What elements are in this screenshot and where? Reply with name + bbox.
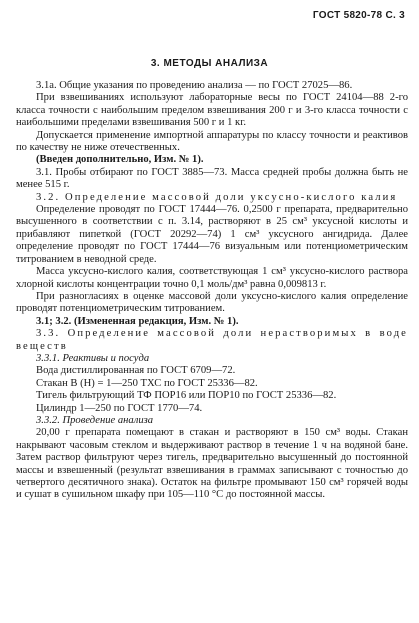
paragraph-mass-equivalent: Масса уксусно-кислого калия, соответствующая 1 см³ уксусно-кислого раствора хлорной кислоты концентрации точно 0,1 моль/дм³ равна 0,009813 г.	[16, 266, 408, 290]
amendment-note-2: 3.1; 3.2. (Измененная редакция, Изм. № 1).	[36, 315, 239, 327]
page-header: ГОСТ 5820-78 С. 3	[312, 10, 405, 21]
item-beaker: Стакан В (Н) = 1—250 ТХС по ГОСТ 25336—82.	[36, 377, 258, 389]
heading-3-3-1: 3.3.1. Реактивы и посуда	[36, 352, 150, 364]
amendment-note-1: (Введен дополнительно, Изм. № 1).	[36, 154, 204, 166]
paragraph-disagreements: При разногласиях в оценке массовой доли уксусно-кислого калия определение проводят потенциометрическим титрованием.	[16, 290, 408, 315]
paragraph-procedure: 20,00 г препарата помещают в стакан и растворяют в 150 см³ воды. Стакан накрывают часовым стеклом и выдерживают раствор в течение 1 ч на водяной бане. Затем раствор фильтруют через тигель, предварительно высушенный до постоянной массы и взвешенный (результат взвешивания в граммах записывают с точностью до четвертого десятичного знака). Остаток на фильтре промывают 150 см³ горячей воды и сушат в сушильном шкафу при 105—110 °С до постоянной массы.	[16, 427, 408, 501]
heading-3-3-2: 3.3.2. Проведение анализа	[36, 414, 154, 426]
paragraph-3-1a: 3.1а. Общие указания по проведению анализа — по ГОСТ 27025—86.	[36, 80, 353, 91]
section-title: 3. МЕТОДЫ АНАЛИЗА	[150, 58, 269, 69]
item-water: Вода дистиллированная по ГОСТ 6709—72.	[36, 365, 236, 377]
paragraph-weighing: При взвешиваниях используют лабораторные весы по ГОСТ 24104—88 2-го класса точности с наибольшим пределом взвешивания 200 г и 3-го класса точности с наибольшими пределами взвешивания 500 г и 1 кг.	[16, 92, 408, 129]
item-crucible: Тигель фильтрующий ТФ ПОР16 или ПОР10 по ГОСТ 25336—82.	[36, 390, 337, 402]
paragraph-3-1: 3.1. Пробы отбирают по ГОСТ 3885—73. Масса средней пробы должна быть не менее 515 г.	[16, 166, 408, 191]
heading-3-3: 3.3. Определение массовой доли нерастворимых в воде веществ	[16, 328, 408, 352]
heading-3-2: 3.2. Определение массовой доли уксусно-кислого калия	[36, 191, 398, 203]
document-body	[16, 80, 408, 502]
paragraph-determination: Определение проводят по ГОСТ 17444—76. 0,2500 г препарата, предварительно высушенного в соответствии с п. 3.14, растворяют в 25 см³ уксусной кислоты и прибавляют пипеткой (ГОСТ 20292—74) 1 см³ уксусного ангидрида. Далее определение проводят по ГОСТ 17444—76 визуальным или потенциометрическим титрованием в неводной среде.	[16, 204, 408, 265]
paragraph-import-equipment: Допускается применение импортной аппаратуры по классу точности и реактивов по качеству не ниже отечественных.	[16, 129, 408, 154]
item-cylinder: Цилиндр 1—250 по ГОСТ 1770—74.	[36, 402, 203, 414]
